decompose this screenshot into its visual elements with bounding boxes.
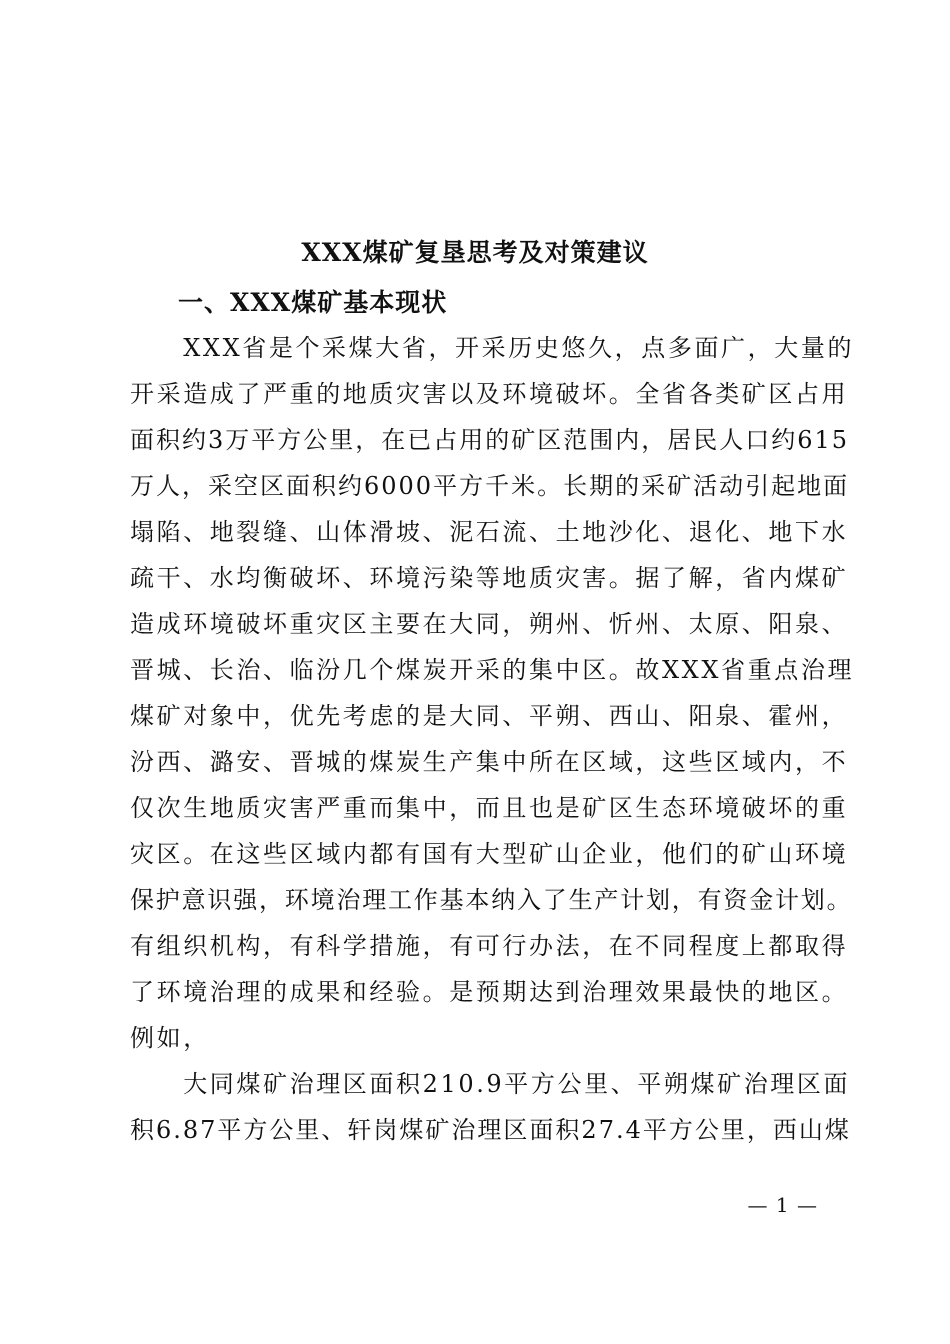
page-number: — 1 — [747, 1193, 818, 1217]
paragraph-line: 了环境治理的成果和经验。是预期达到治理效果最快的地区。 [130, 978, 849, 1006]
paragraph-line: 有组织机构，有科学措施，有可行办法，在不同程度上都取得 [130, 932, 849, 960]
paragraph-line: 汾西、潞安、晋城的煤炭生产集中所在区域，这些区域内，不 [130, 748, 849, 776]
paragraph-line: 造成环境破坏重灾区主要在大同，朔州、忻州、太原、阳泉、 [130, 610, 849, 638]
section-heading: 一、XXX煤矿基本现状 [178, 288, 448, 317]
paragraph-line: 保护意识强，环境治理工作基本纳入了生产计划，有资金计划。 [130, 886, 853, 914]
paragraph-line: XXX省是个采煤大省，开采历史悠久，点多面广，大量的 [130, 334, 855, 362]
paragraph-line: 塌陷、地裂缝、山体滑坡、泥石流、土地沙化、退化、地下水 [130, 518, 849, 546]
paragraph-line: 晋城、长治、临汾几个煤炭开采的集中区。故XXX省重点治理 [130, 656, 855, 684]
paragraph-line: 灾区。在这些区域内都有国有大型矿山企业，他们的矿山环境 [130, 840, 849, 868]
paragraph-2 [130, 1061, 851, 1153]
paragraph-line: 开采造成了严重的地质灾害以及环境破坏。全省各类矿区占用 [130, 380, 849, 408]
paragraph-line: 疏干、水均衡破坏、环境污染等地质灾害。据了解，省内煤矿 [130, 564, 849, 592]
paragraph-line: 万人，采空区面积约6000平方千米。长期的采矿活动引起地面 [130, 472, 850, 500]
paragraph-1 [130, 325, 855, 1061]
paragraph-line: 积6.87平方公里、轩岗煤矿治理区面积27.4平方公里，西山煤 [130, 1116, 851, 1144]
paragraph-line: 煤矿对象中，优先考虑的是大同、平朔、西山、阳泉、霍州， [130, 702, 849, 730]
paragraph-line: 例如， [130, 1024, 210, 1052]
paragraph-line: 仅次生地质灾害严重而集中，而且也是矿区生态环境破坏的重 [130, 794, 849, 822]
paragraph-line: 大同煤矿治理区面积210.9平方公里、平朔煤矿治理区面 [130, 1070, 851, 1098]
document-title: XXX煤矿复垦思考及对策建议 [301, 238, 649, 267]
paragraph-line: 面积约3万平方公里，在已占用的矿区范围内，居民人口约615 [130, 426, 850, 454]
